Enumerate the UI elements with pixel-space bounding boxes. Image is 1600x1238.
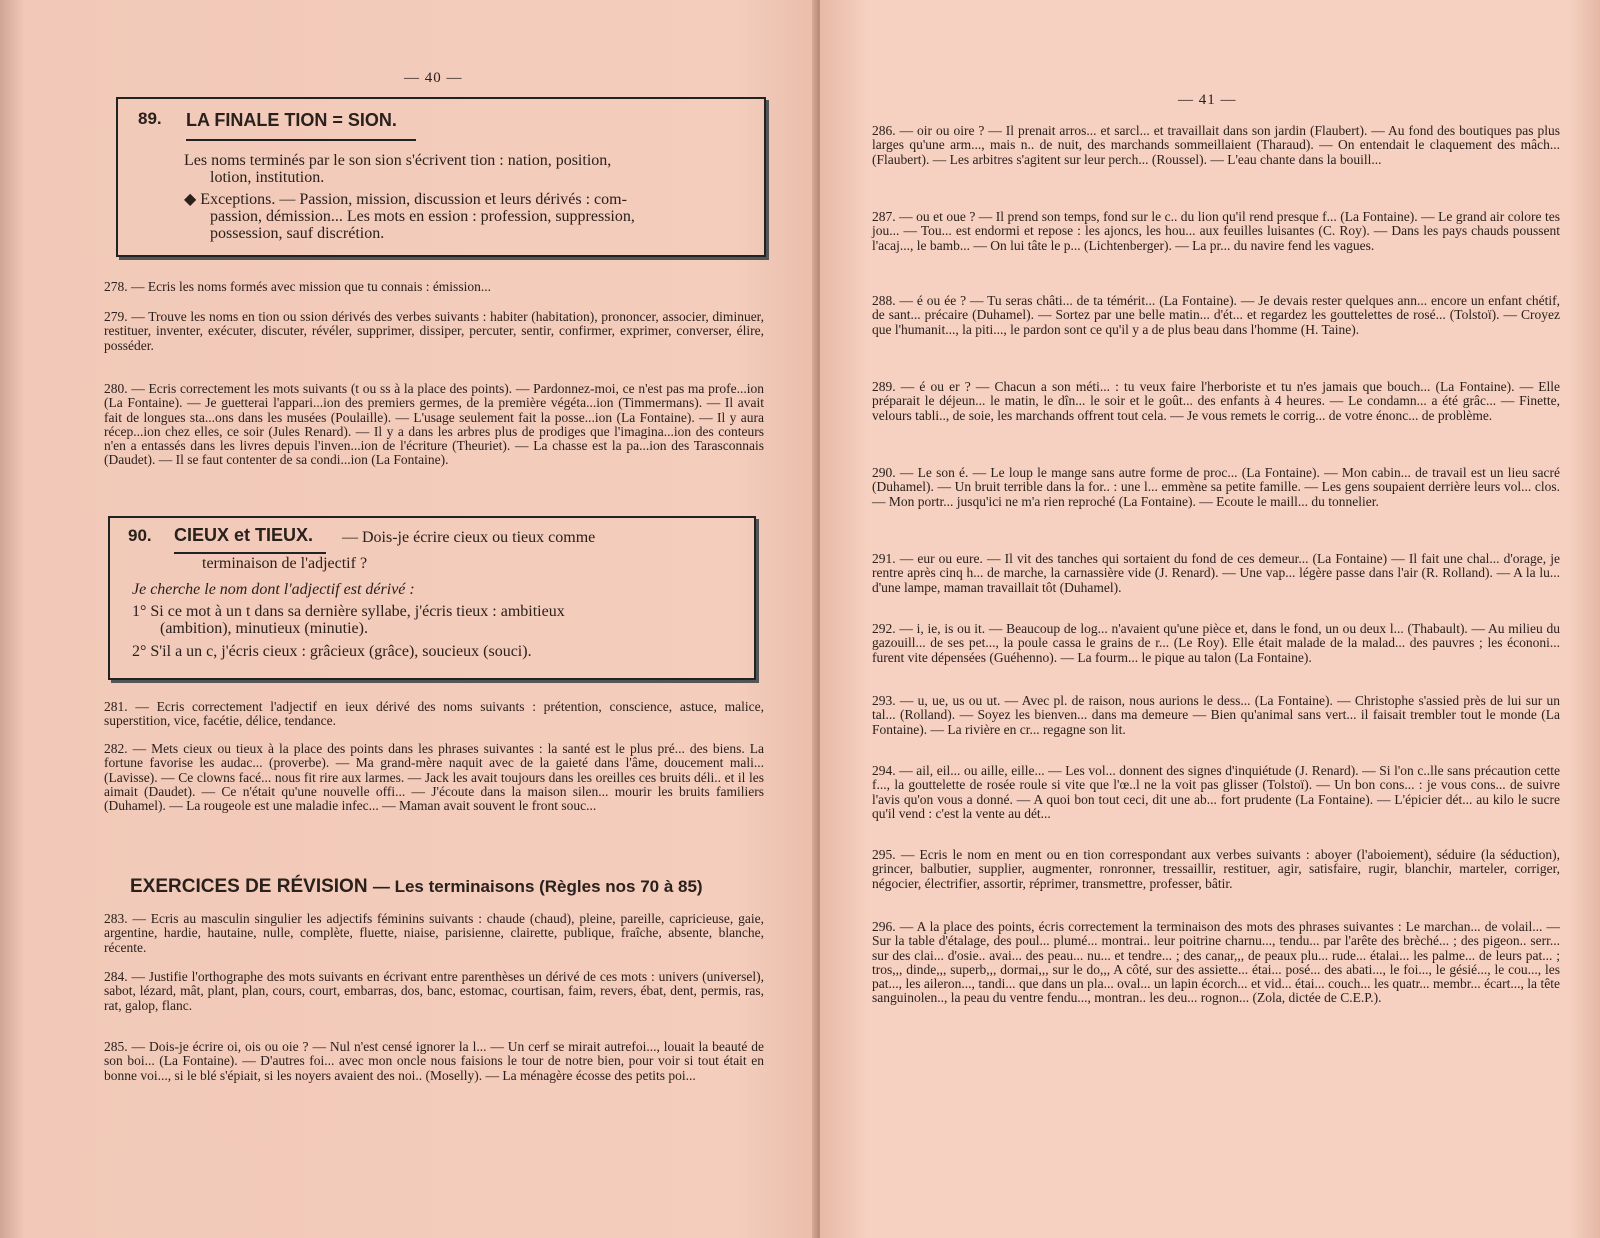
page-number: — 41 — — [1178, 92, 1237, 108]
exercise-number: 296. — [872, 919, 896, 934]
rule-title: LA FINALE TION = SION. — [186, 110, 397, 130]
rule-line: 1° Si ce mot à un t dans sa dernière syllabe, j'écris tieux : ambitieux — [132, 603, 565, 620]
exercise-number: 294. — [872, 763, 896, 778]
rule-line: (ambition), minutieux (minutie). — [160, 620, 368, 637]
rule-line: 2° S'il a un c, j'écris cieux : grâcieux (grâce), soucieux (souci). — [132, 643, 532, 660]
exercise-283 — [104, 912, 764, 955]
rule-line: lotion, institution. — [210, 169, 325, 186]
exercise-282 — [104, 742, 764, 813]
exercise-293 — [872, 694, 1560, 737]
exercise-289 — [872, 380, 1560, 423]
revision-header — [130, 876, 703, 898]
exercise-number: 283. — [104, 911, 128, 926]
rule-number: 90. — [128, 526, 152, 545]
exercise-number: 285. — [104, 1039, 128, 1054]
exercise-text: — é ou ée ? — Tu seras châti... de ta témérit... (La Fontaine). — Je devais rester quelques ann... encore un enfant chétif, de sant... précaire (Duhamel). — Sortez par une belle matin... d'ét... et regardez les gouttelettes de rosé... (Tolstoï). — Croyez que l'humanit..., la piti..., le pardon sont ce qu'il y a de plus beau dans l'homme (H. Taine). — [872, 293, 1560, 337]
revision-subtitle: — Les terminaisons (Règles nos 70 à 85) — [372, 877, 703, 896]
revision-title: EXERCICES DE RÉVISION — [130, 876, 368, 897]
exercise-number: 279. — [104, 309, 128, 324]
rule-line: possession, sauf discrétion. — [210, 225, 385, 242]
exercise-text: — Le son é. — Le loup le mange sans autre forme de proc... (La Fontaine). — Mon cabin... de travail est un lieu sacré (Duhamel). — Un bruit terrible dans la for.. : une l... emmène sa petite famille. — Les gens soupaient derrière leurs vol... clos. — Mon portr... jusqu'ici ne m'a rien reproché (La Fontaine). — Ecoute le maill... du tonnelier. — [872, 465, 1560, 509]
exercise-279 — [104, 310, 764, 353]
exercise-number: 280. — [104, 381, 128, 396]
exercise-280 — [104, 382, 764, 468]
title-underline — [186, 139, 416, 141]
exercise-288 — [872, 294, 1560, 337]
rule-question: terminaison de l'adjectif ? — [202, 555, 368, 572]
rule-line: passion, démission... Les mots en ession : profession, suppression, — [210, 208, 635, 225]
exercise-296 — [872, 920, 1560, 1006]
exercise-287 — [872, 210, 1560, 253]
exercise-number: 292. — [872, 621, 896, 636]
exercise-text: — Ecris correctement les mots suivants (t ou ss à la place des points). — Pardonnez-moi, ce n'est pas ma profe...ion (La Fontaine). — Je guetterai l'appari...ion des premiers germes, de la première végéta...ion (Timmermans). — Il avait fait de longues sta...ons dans les musées (Poulaille). — L'usage seulement fait la posse...ion (La Fontaine). — Il y aura récep...ion chez elles, ce soir (Jules Renard). — Il y a dans les arbres plus de prodiges que l'imagina...ion des conteurs n'en a entassés dans les livres depuis l'inven...ion de l'écriture (Theuriet). — La chasse est la pa...ion des Tarasconnais (Daudet). — Il se faut contenter de sa condi...ion (La Fontaine). — [104, 381, 764, 468]
exercise-text: — Justifie l'orthographe des mots suivants en écrivant entre parenthèses un dérivé de ces mots : univers (universel), sabot, lézard, mât, plant, plan, cours, court, embarras, dos, banc, estomac, courtisan, faim, revers, ébat, dent, permis, ras, rat, galop, flanc. — [104, 969, 765, 1013]
right-page — [820, 0, 1600, 1238]
exercise-text: — Ecris au masculin singulier les adjectifs féminins suivants : chaude (chaud), pleine, pareille, capricieuse, gaie, argentine, hardie, hautaine, nulle, complète, fluette, niaise, parisienne, clairette, publique, fraîche, absente, blanche, récente. — [104, 911, 764, 955]
rule-box-90 — [108, 516, 756, 680]
exercise-text: — Ecris les noms formés avec mission que tu connais : émission... — [131, 279, 491, 294]
exercise-number: 291. — [872, 551, 896, 566]
exercise-number: 295. — [872, 847, 896, 862]
exercise-text: — A la place des points, écris correctement la terminaison des mots des phrases suivantes : Le marchan... de volail... — Sur la table d'étalage, des poul... plumé... montrai.. leur poitrine charnu..., tendu... par l'arête des brèché... ; des pigeon.. serr... sur des clai... d'osie.. avai... des peau... nu... et tendre... ; des canar,,, de peaux plu... rude... étalai... les palme... de leurs pat... ; tros,,, dinde,,, superb,,, dormai,,, sur le do,,, A côté, sur des assiette... étai... posé... des abati..., le foi..., le gésié..., le cou..., les pat..., les aileron..., tandi... que dans un pla... oval... un lapin écorch... et vid... étai... couch... les quatr... membr... écart..., la tête sanguinolen.., la peau du ventre fendu..., montran.. les deu... rognon... (Zola, dictée de C.E.P.). — [872, 919, 1560, 1006]
exercise-number: 289. — [872, 379, 896, 394]
rule-number: 89. — [138, 109, 162, 128]
page-number: — 40 — — [404, 70, 463, 86]
exercise-295 — [872, 848, 1560, 891]
exercise-number: 293. — [872, 693, 896, 708]
exercise-286 — [872, 124, 1560, 167]
exercise-number: 286. — [872, 123, 896, 138]
exercise-290 — [872, 466, 1560, 509]
exercise-278 — [104, 280, 764, 294]
exercise-number: 287. — [872, 209, 896, 224]
exercise-text: — Trouve les noms en tion ou ssion dérivés des verbes suivants : habiter (habitation), prononcer, associer, diminuer, restituer, inventer, exécuter, discuter, révéler, supprimer, dissiper, percuter, sentir, confirmer, exprimer, converser, élire, posséder. — [104, 309, 765, 353]
exercise-number: 284. — [104, 969, 128, 984]
exercise-text: — ou et oue ? — Il prend son temps, fond sur le c.. du lion qu'il rend presque f... (La Fontaine). — Le grand air colore tes jou... — Tou... est endormi et repose : les ajoncs, les hou... aux feuilles luisantes (C. Roy). — Dans les pays chauds poussent l'acaj..., le bamb... — On lui tâte le p... (Lichtenberger). — La pr... du navire fend les vagues. — [872, 209, 1560, 253]
exercise-number: 278. — [104, 279, 128, 294]
rule-line: ◆ Exceptions. — Passion, mission, discussion et leurs dérivés : com- — [184, 191, 627, 208]
exercise-text: — u, ue, us ou ut. — Avec pl. de raison, nous aurions le dess... (La Fontaine). — Christophe s'assied près de lui sur un tal... (Rolland). — Soyez les bienven... dans ma demeure — Bien qu'animal sans vert... il faisait trembler tout le monde (La Fontaine). — La rivière en cr... regagne son lit. — [872, 693, 1560, 737]
exercise-291 — [872, 552, 1560, 595]
exercise-number: 290. — [872, 465, 896, 480]
exercise-text: — ail, eil... ou aille, eille... — Les vol... donnent des signes d'inquiétude (J. Renard). — Si l'on c..lle sans précaution cette f..., la gouttelette de rosée roule si vite que l'œ..l ne la voit pas glisser (Tolstoï). — Un bon cons... : je vous cons... de suivre l'avis qu'on vous a donné. — A quoi bon tout ceci, dit une ab... fort prudente (La Fontaine). — L'épicier dét... au kilo le sucre qu'il vend : c'est la vente au dét... — [872, 763, 1561, 821]
exercise-284 — [104, 970, 764, 1013]
exercise-text: — Ecris correctement l'adjectif en ieux dérivé des noms suivants : prétention, conscience, astuce, malice, superstition, vice, facétie, délice, tendance. — [104, 699, 765, 729]
rule-line: Les noms terminés par le son sion s'écrivent tion : nation, position, — [184, 152, 612, 169]
rule-title: CIEUX et TIEUX. — [174, 525, 314, 545]
exercise-number: 282. — [104, 741, 128, 756]
exercise-text: — Mets cieux ou tieux à la place des points dans les phrases suivantes : la santé est le plus pré... des biens. La fortune favorise les audac... (proverbe). — Ma grand-mère naquit avec de la gaieté dans l'âme, doucement mali... (Lavisse). — Ce clowns facé... nous fit rire aux larmes. — Jack les avait toujours dans les oreilles ces bruits déli.. et il les aimait (Daudet). — Ce n'était qu'une nouvelle offi... — J'écoute dans la maison silen... mourir les bruits familiers (Duhamel). — La rougeole est une maladie infec... — Maman avait souvent le front souc... — [104, 741, 765, 814]
exercise-text: — é ou er ? — Chacun a son méti... : tu veux faire l'herboriste et tu n'es jamais que bouch... (La Fontaine). — Elle préparait le déjeun... le matin, le dîn... le soir et le goût... des enfants à 4 heures. — Le condamn... a été grâc... — Finette, velours tabli.., de soie, les marchands offrent tout cela. — Je vous remets le corrig... de votre énonc... de problème. — [872, 379, 1560, 423]
rule-box-89 — [116, 97, 766, 257]
exercise-285 — [104, 1040, 764, 1083]
exercise-text: — i, ie, is ou it. — Beaucoup de log... n'avaient qu'une pièce et, dans le fond, un ou deux l... (Thabault). — Au milieu du gazouill... de ses pet..., la poule cassa le grains de r... (Le Roy). Elle était malade de la malad... des pauvres ; les écononi... furent vite dépensées (Guéhenno). — La fourm... le pique au talon (La Fontaine). — [872, 621, 1561, 665]
exercise-292 — [872, 622, 1560, 665]
exercise-281 — [104, 700, 764, 729]
rule-line: Je cherche le nom dont l'adjectif est dérivé : — [132, 581, 415, 598]
exercise-text: — Dois-je écrire oi, ois ou oie ? — Nul n'est censé ignorer la l... — Un cerf se mirait autrefoi..., louait la beauté de son boi... (La Fontaine). — D'autres foi... avec mon oncle nous faisions le tour de notre bien, pour voir si tout était en bonne voi..., si le blé s'épiait, si les noyers avaient des noi.. (Moselly). — La ménagère écosse des petits poi... — [104, 1039, 764, 1083]
exercise-number: 281. — [104, 699, 128, 714]
exercise-294 — [872, 764, 1560, 821]
exercise-number: 288. — [872, 293, 896, 308]
exercise-text: — eur ou eure. — Il vit des tanches qui sortaient du fond de ces demeur... (La Fontaine) — Il fait une chal... d'orage, je rentre après cinq h... de marche, la carnassière vide (J. Renard). — Une vap... légère passe dans l'air (R. Rolland). — A la lu... d'une lampe, maman travaillait tôt (Duhamel). — [872, 551, 1560, 595]
exercise-text: — oir ou oire ? — Il prenait arros... et sarcl... et travaillait dans son jardin (Flaubert). — Au fond des boutiques pas plus larges qu'une arm..., mais n.. de nuit, des marchands sommeillaient (Tharaud). — On entendait le claquement des mâch... (Flaubert). — Les arbitres s'agitent sur leur perch... (Roussel). — L'eau chante dans la bouill... — [872, 123, 1561, 167]
rule-question: — Dois-je écrire cieux ou tieux comme — [342, 529, 596, 546]
exercise-text: — Ecris le nom en ment ou en tion correspondant aux verbes suivants : aboyer (l'aboiement), séduire (la séduction), grincer, balbutier, supplier, augmenter, ronronner, tressaillir, restituer, agir, satisfaire, rugir, blanchir, marteler, corriger, négocier, électrifier, assortir, réprimer, transmettre, professer, bâtir. — [872, 847, 1561, 891]
